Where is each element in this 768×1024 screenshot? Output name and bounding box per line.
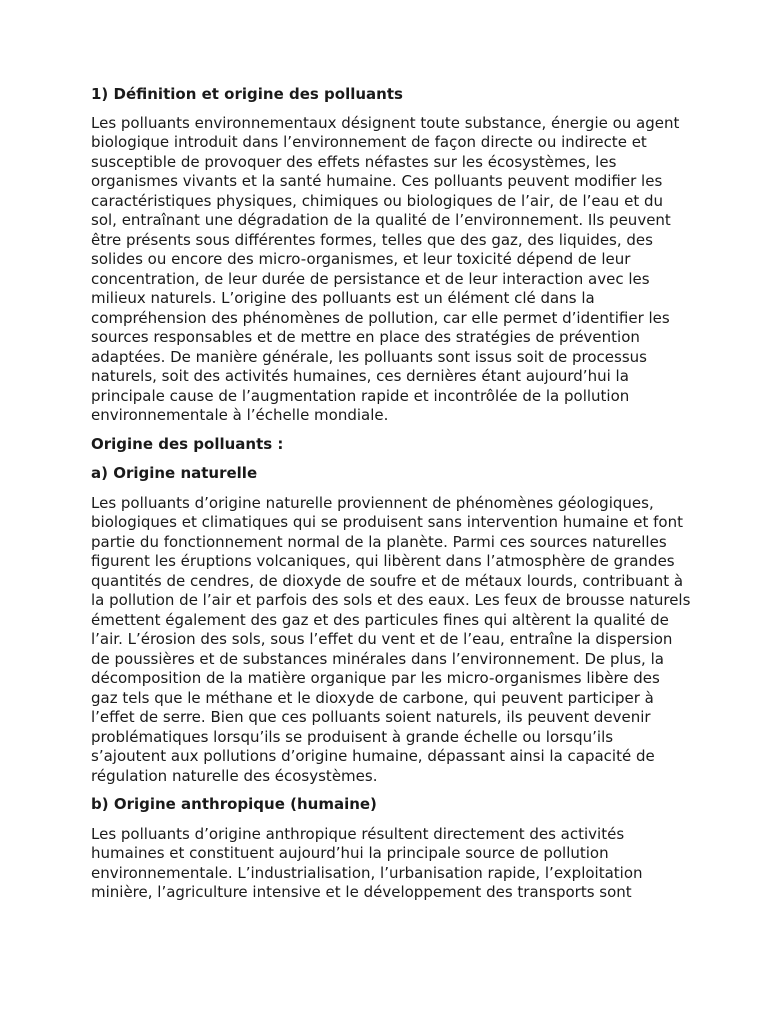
intro-paragraph: Les polluants environnementaux désignent toute substance, énergie ou agent biologique introduit dans l’environnement de façon directe ou indirecte et susceptible de provoquer des effets néfastes sur les écosystèmes, les organismes vivants et la santé humaine. Ces polluants peuvent modifier les caractéristiques physiques, chimiques ou biologiques de l’air, de l’eau et du sol, entraînant une dégradation de la qualité de l’environnement. Ils peuvent être présents sous différentes formes, telles que des gaz, des liquides, des solides ou encore des micro-organismes, et leur toxicité dépend de leur concentration, de leur durée de persistance et de leur interaction avec les milieux naturels. L’origine des polluants est un élément clé dans la compréhension des phénomènes de pollution, car elle permet d’identifier les sources responsables et de mettre en place des stratégies de prévention adaptées. De manière générale, les polluants sont issus soit de processus naturels, soit des activités humaines, ces dernières étant aujourd’hui la principale cause de l’augmentation rapide et incontrôlée de la pollution environnementale à l’échelle mondiale.	[91, 113, 680, 424]
document-page	[91, 85, 691, 912]
anthropogenic-origin-paragraph: Les polluants d’origine anthropique résultent directement des activités humaines et constituent aujourd’hui la principale source de pollution environnementale. L’industrialisation, l’urbanisation rapide, l’exploitation minière, l’agriculture intensive et le développement des transports sont	[91, 824, 643, 901]
section-title: 1) Définition et origine des polluants	[91, 85, 403, 103]
natural-origin-paragraph: Les polluants d’origine naturelle proviennent de phénomènes géologiques, biologiques et climatiques qui se produisent sans intervention humaine et font partie du fonctionnement normal de la planète. Parmi ces sources naturelles figurent les éruptions volcaniques, qui libèrent dans l’atmosphère de grandes quantités de cendres, de dioxyde de soufre et de métaux lourds, contribuant à la pollution de l’air et parfois des sols et des eaux. Les feux de brousse naturels émettent également des gaz et des particules fines qui altèrent la qualité de l’air. L’érosion des sols, sous l’effet du vent et de l’eau, entraîne la dispersion de poussières et de substances minérales dans l’environnement. De plus, la décomposition de la matière organique par les micro-organismes libère des gaz tels que le méthane et le dioxyde de carbone, qui peuvent participer à l’effet de serre. Bien que ces polluants soient naturels, ils peuvent devenir problématiques lorsqu’ils se produisent à grande échelle ou lorsqu’ils s’ajoutent aux pollutions d’origine humaine, dépassant ainsi la capacité de régulation naturelle des écosystèmes.	[91, 493, 691, 785]
natural-origin-heading: a) Origine naturelle	[91, 464, 258, 482]
anthropogenic-origin-heading: b) Origine anthropique (humaine)	[91, 795, 377, 813]
origins-heading: Origine des polluants :	[91, 434, 284, 453]
